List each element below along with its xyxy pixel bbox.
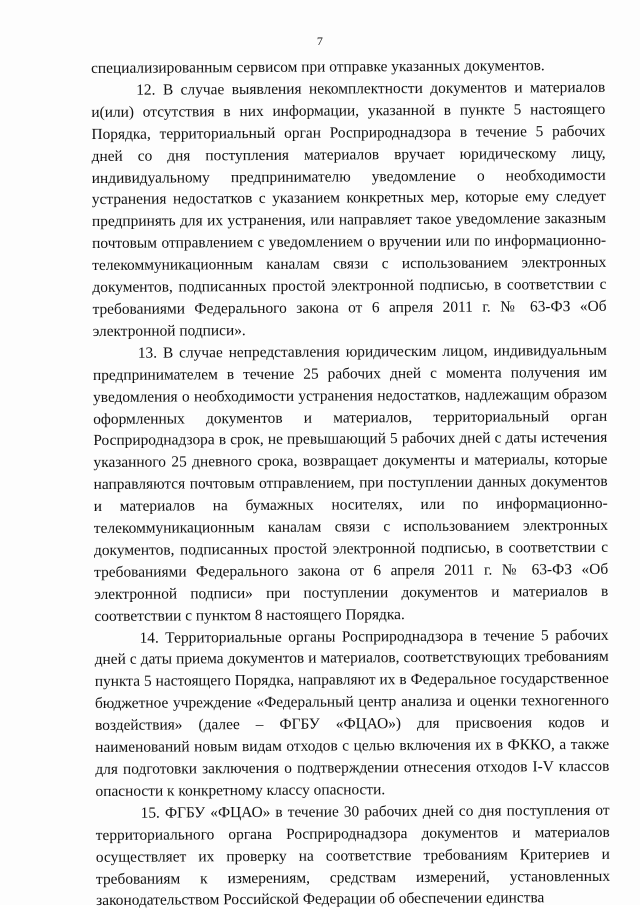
paragraph-text: 14. Территориальные органы Росприроднадзора в течение 5 рабочих дней с даты приема документов и материалов, соответствующих требованиям пункта 5 настоящего Порядка, направляют их в Федеральное государственное бюджетное учреждение «Федеральный центр анализа и оценки техногенного воздействия» (далее – ФГБУ «ФЦАО») для присвоения кодов и наименований новым видам отходов с целью включения их в ФККО, а также для подготовки заключения о подтверждении отнесения отходов I-V классов опасности к конкретному классу опасности. xyxy=(94,626,610,800)
paragraph-13 xyxy=(93,340,609,628)
paragraph-text: 15. ФГБУ «ФЦАО» в течение 30 рабочих дней со дня поступления от территориального органа Росприроднадзора документов и материалов осуществляет их проверку на соответствие требованиям Критериев и требованиям к измерениям, средствам измерений, установленных законодательством Российской Федерации об обеспечении единства xyxy=(95,801,611,910)
paragraph-11-tail xyxy=(91,55,605,80)
paragraph-12 xyxy=(91,77,607,343)
paragraph-text: 12. В случае выявления некомплектности документов и материалов и(или) отсутствия в них информации, указанной в пункте 5 настоящего Порядка, территориальный орган Росприроднадзора в течение 5 рабочих дней со дня поступления материалов вручает юридическому лицу, индивидуальному предпринимателю уведомление о необходимости устранения недостатков с указанием конкретных мер, которые ему следует предпринять для их устранения, или направляет такое уведомление заказным почтовым отправлением с уведомлением о вручении или по информационно-телекоммуникационным каналам связи с использованием электронных документов, подписанных простой электронной подписью, в соответствии с требованиями Федерального закона от 6 апреля 2011 г. № 63-ФЗ «Об электронной подписи». xyxy=(91,78,607,340)
paragraph-15 xyxy=(96,800,611,912)
document-body xyxy=(91,55,610,912)
paragraph-text: 13. В случае непредставления юридическим лицом, индивидуальным предпринимателем в течение 25 рабочих дней с момента получения им уведомления о необходимости устранения недостатков, надлежащим образом оформленных документов и материалов, территориальный орган Росприроднадзора в срок, не превышающий 5 рабочих дней с даты истечения указанного 25 дневного срока, возвращает документы и материалы, которые направляются почтовым отправлением, при поступлении данных документов и материалов на бумажных носителях, или по информационно-телекоммуникационным каналам связи с использованием электронных документов, подписанных простой электронной подписью, в соответствии с требованиями Федерального закона от 6 апреля 2011 г. № 63-ФЗ «Об электронной подписи» при поступлении документов и материалов в соответствии с пунктом 8 настоящего Порядка. xyxy=(92,341,609,625)
paragraph-text: специализированным сервисом при отправке указанных документов. xyxy=(91,57,545,77)
paragraph-14 xyxy=(94,624,609,802)
page-number: 7 xyxy=(316,34,324,48)
